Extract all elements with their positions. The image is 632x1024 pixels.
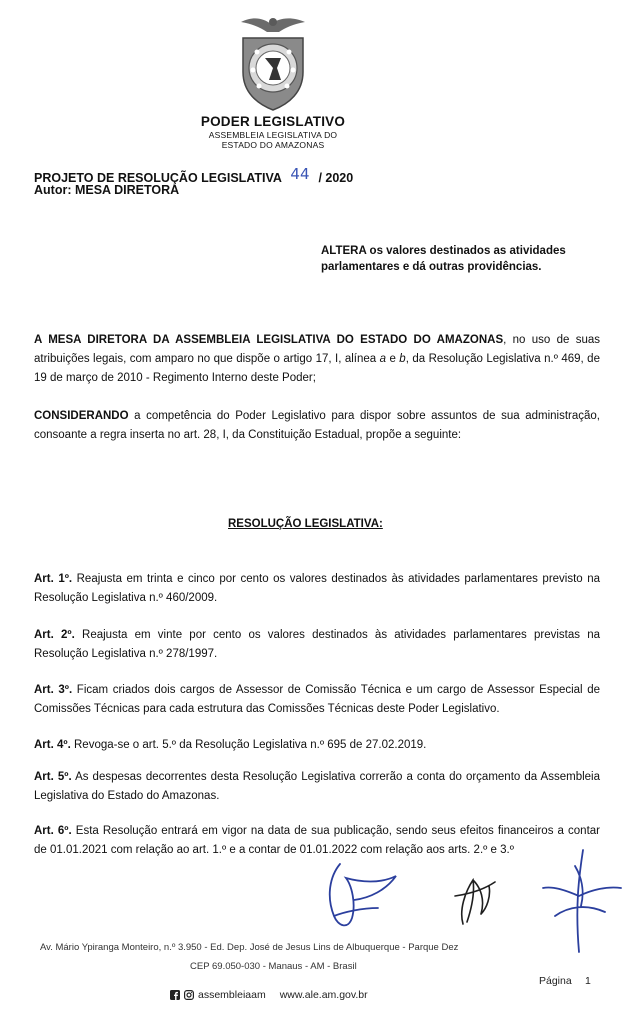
org-name: PODER LEGISLATIVO xyxy=(200,114,346,129)
article-4 xyxy=(34,736,600,755)
ementa xyxy=(321,243,601,275)
facebook-icon xyxy=(170,990,180,1000)
preamble-italic-a: a xyxy=(379,353,387,365)
article-6 xyxy=(34,822,600,860)
article-1 xyxy=(34,570,600,608)
article-label: Art. 4º. xyxy=(34,739,71,751)
org-subtitle-line-2: ESTADO DO AMAZONAS xyxy=(221,140,325,150)
article-text: Esta Resolução entrará em vigor na data de sua publicação, sendo seus efeitos financeiros a contar de 01.01.2021 com relação ao art. 1.º e a contar de 01.01.2022 com relação aos arts. 2.º e 3.º xyxy=(34,825,600,856)
preamble-text-a: , no uso de suas atribuições legais, com amparo no que dispõe o artigo 17, I, alínea xyxy=(34,334,600,365)
article-text: Revoga-se o art. 5.º da Resolução Legislativa n.º 695 de 27.02.2019. xyxy=(70,739,427,751)
footer-social xyxy=(170,989,368,1001)
preamble-italic-b: b xyxy=(399,353,406,365)
project-title-prefix: PROJETO DE RESOLUÇÃO LEGISLATIVA xyxy=(34,171,282,185)
page-number: 1 xyxy=(585,975,591,987)
article-text: Reajusta em trinta e cinco por cento os valores destinados às atividades parlamentares previsto na Resolução Legislativa n.º 460/2009. xyxy=(34,573,600,604)
article-label: Art. 1º. xyxy=(34,573,73,585)
org-subtitle xyxy=(150,130,396,150)
handwritten-project-number: 44 xyxy=(290,165,310,183)
article-text: Reajusta em vinte por cento os valores destinados às atividades parlamentares previstas na Resolução Legislativa n.º 278/1997. xyxy=(34,629,600,660)
project-year: / 2020 xyxy=(318,171,354,185)
page-label: Página xyxy=(539,975,572,987)
state-seal-icon xyxy=(231,8,315,112)
considerando-text: a competência do Poder Legislativo para dispor sobre assuntos de sua administração, consoante a regra inserta no art. 28, I, da Constituição Estadual, propõe a seguinte: xyxy=(34,410,600,441)
org-subtitle-line-1: ASSEMBLEIA LEGISLATIVA DO xyxy=(208,130,338,140)
ementa-line-2: parlamentares e dá outras providências. xyxy=(321,261,542,273)
considerando-lead: CONSIDERANDO xyxy=(34,410,129,422)
footer-cep: CEP 69.050-030 - Manaus - AM - Brasil xyxy=(190,961,357,972)
article-text: Ficam criados dois cargos de Assessor de Comissão Técnica e um cargo de Assessor Especial de Comissões Técnicas para cada estrutura das Comissões Técnicas deste Poder Legislativo. xyxy=(34,684,600,715)
signature-2 xyxy=(445,866,505,930)
article-3 xyxy=(34,681,600,719)
preamble-text-rest: , da Resolução Legislativa n.º 469, de 19 de março de 2010 - Regimento Interno deste Poder; xyxy=(34,353,600,384)
article-label: Art. 6º. xyxy=(34,825,72,837)
article-label: Art. 5º. xyxy=(34,771,72,783)
resolution-title: RESOLUÇÃO LEGISLATIVA: xyxy=(228,518,383,530)
article-5 xyxy=(34,768,600,806)
website-link[interactable]: www.ale.am.gov.br xyxy=(279,989,368,1001)
instagram-icon xyxy=(184,990,194,1000)
article-2 xyxy=(34,626,600,664)
preamble-lead: A MESA DIRETORA DA ASSEMBLEIA LEGISLATIVA DO ESTADO DO AMAZONAS xyxy=(34,334,504,346)
footer-address: Av. Mário Ypiranga Monteiro, n.º 3.950 - Ed. Dep. José de Jesus Lins de Albuquerque - Parque Dez xyxy=(40,942,459,953)
article-label: Art. 2º. xyxy=(34,629,75,641)
ementa-line-1: ALTERA os valores destinados as atividades xyxy=(321,245,566,257)
signature-1 xyxy=(300,856,410,936)
preamble-paragraph xyxy=(34,331,600,388)
project-author: Autor: MESA DIRETORA xyxy=(34,183,180,197)
article-label: Art. 3º. xyxy=(34,684,73,696)
signature-3 xyxy=(535,846,625,956)
article-text: As despesas decorrentes desta Resolução Legislativa correrão a conta do orçamento da Assembleia Legislativa do Estado do Amazonas. xyxy=(34,771,600,802)
considerando-paragraph xyxy=(34,407,600,445)
preamble-text-e: e xyxy=(386,353,400,365)
social-handle: assembleiaam xyxy=(198,989,266,1001)
